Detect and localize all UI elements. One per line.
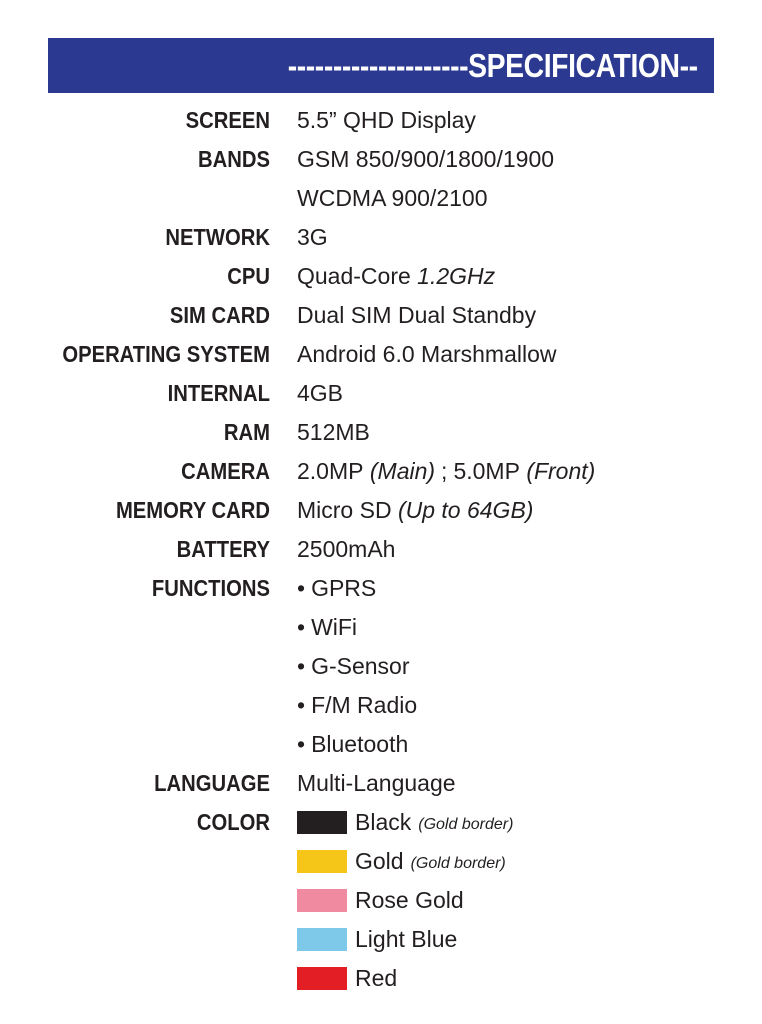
spec-value <box>297 380 343 407</box>
bullet-icon: • <box>297 575 306 601</box>
spec-value <box>297 770 456 797</box>
spec-value <box>297 107 476 134</box>
function-item <box>297 731 408 758</box>
camera-separator: ; <box>441 458 448 484</box>
spec-row-functions <box>0 569 762 608</box>
spec-row-color-3 <box>0 881 762 920</box>
spec-value-text: GSM 850/900/1800/1900 <box>297 146 555 172</box>
spec-row-functions-5 <box>0 725 762 764</box>
color-swatch <box>297 850 347 873</box>
spec-row-bands-2 <box>0 179 762 218</box>
color-name: Gold <box>355 848 404 874</box>
spec-value-italic: 1.2GHz <box>417 263 496 289</box>
spec-value <box>297 497 533 524</box>
spec-row-color-4 <box>0 920 762 959</box>
spec-row-color-5 <box>0 959 762 998</box>
function-label: Bluetooth <box>311 731 409 757</box>
spec-row-battery <box>0 530 762 569</box>
spec-label: SCREEN <box>185 107 270 133</box>
spec-row-internal <box>0 374 762 413</box>
color-swatch <box>297 928 347 951</box>
color-option <box>297 887 464 914</box>
spec-row-color-2 <box>0 842 762 881</box>
spec-value <box>297 419 370 446</box>
spec-value <box>297 224 328 251</box>
function-label: WiFi <box>311 614 358 640</box>
function-item <box>297 653 410 680</box>
spec-value <box>297 458 595 485</box>
spec-list <box>0 101 762 998</box>
color-note: (Gold border) <box>410 854 506 872</box>
function-item <box>297 692 417 719</box>
spec-label: FUNCTIONS <box>151 575 270 601</box>
spec-value-text: Dual SIM Dual Standby <box>297 302 537 328</box>
spec-label: MEMORY CARD <box>115 497 270 523</box>
color-swatch <box>297 811 347 834</box>
camera-front: 5.0MP <box>453 458 520 484</box>
spec-value-text: Android 6.0 Marshmallow <box>297 341 557 367</box>
color-option <box>297 809 513 836</box>
camera-front-note: (Front) <box>526 458 596 484</box>
spec-value <box>297 341 557 368</box>
spec-label: BANDS <box>198 146 270 172</box>
bullet-icon: • <box>297 614 306 640</box>
spec-value-text: WCDMA 900/2100 <box>297 185 488 211</box>
spec-value-text: Multi-Language <box>297 770 456 796</box>
spec-label: BATTERY <box>176 536 270 562</box>
spec-value <box>297 536 395 563</box>
spec-row-color <box>0 803 762 842</box>
spec-row-sim <box>0 296 762 335</box>
spec-value-text: Micro SD <box>297 497 392 523</box>
spec-value <box>297 185 487 212</box>
spec-row-cpu <box>0 257 762 296</box>
spec-label: COLOR <box>196 809 270 835</box>
function-label: GPRS <box>311 575 377 601</box>
camera-main-note: (Main) <box>369 458 436 484</box>
color-swatch <box>297 967 347 990</box>
spec-value-text: 5.5” QHD Display <box>297 107 476 133</box>
color-name: Rose Gold <box>355 887 464 913</box>
color-option <box>297 848 506 875</box>
spec-label: LANGUAGE <box>154 770 270 796</box>
spec-value-text: 2500mAh <box>297 536 396 562</box>
color-swatch <box>297 889 347 912</box>
spec-row-memory <box>0 491 762 530</box>
spec-label: CAMERA <box>181 458 270 484</box>
bullet-icon: • <box>297 731 306 757</box>
spec-label: RAM <box>223 419 270 445</box>
spec-row-bands <box>0 140 762 179</box>
spec-value-text: 4GB <box>297 380 344 406</box>
color-option <box>297 965 397 992</box>
spec-row-language <box>0 764 762 803</box>
spec-label: CPU <box>227 263 270 289</box>
camera-main: 2.0MP <box>297 458 364 484</box>
spec-row-screen <box>0 101 762 140</box>
spec-value-text: 512MB <box>297 419 370 445</box>
function-label: G-Sensor <box>311 653 410 679</box>
spec-label: OPERATING SYSTEM <box>62 341 270 367</box>
color-name: Red <box>355 965 398 991</box>
function-label: F/M Radio <box>311 692 418 718</box>
bullet-icon: • <box>297 653 306 679</box>
spec-value <box>297 302 536 329</box>
spec-row-network <box>0 218 762 257</box>
spec-value <box>297 146 554 173</box>
spec-row-ram <box>0 413 762 452</box>
banner-title: --------------------SPECIFICATION-- <box>288 47 698 84</box>
spec-row-functions-3 <box>0 647 762 686</box>
color-name: Black <box>355 809 412 835</box>
spec-value-italic: (Up to 64GB) <box>397 497 534 523</box>
spec-value-text: Quad-Core <box>297 263 411 289</box>
function-item <box>297 614 357 641</box>
spec-row-functions-2 <box>0 608 762 647</box>
bullet-icon: • <box>297 692 306 718</box>
color-note: (Gold border) <box>418 815 514 833</box>
function-item <box>297 575 376 602</box>
color-option <box>297 926 457 953</box>
specification-banner <box>48 38 714 93</box>
spec-label: NETWORK <box>165 224 270 250</box>
spec-label: SIM CARD <box>169 302 270 328</box>
spec-value <box>297 263 495 290</box>
spec-row-camera <box>0 452 762 491</box>
spec-value-text: 3G <box>297 224 328 250</box>
spec-row-os <box>0 335 762 374</box>
color-name: Light Blue <box>355 926 458 952</box>
spec-label: INTERNAL <box>167 380 270 406</box>
spec-row-functions-4 <box>0 686 762 725</box>
